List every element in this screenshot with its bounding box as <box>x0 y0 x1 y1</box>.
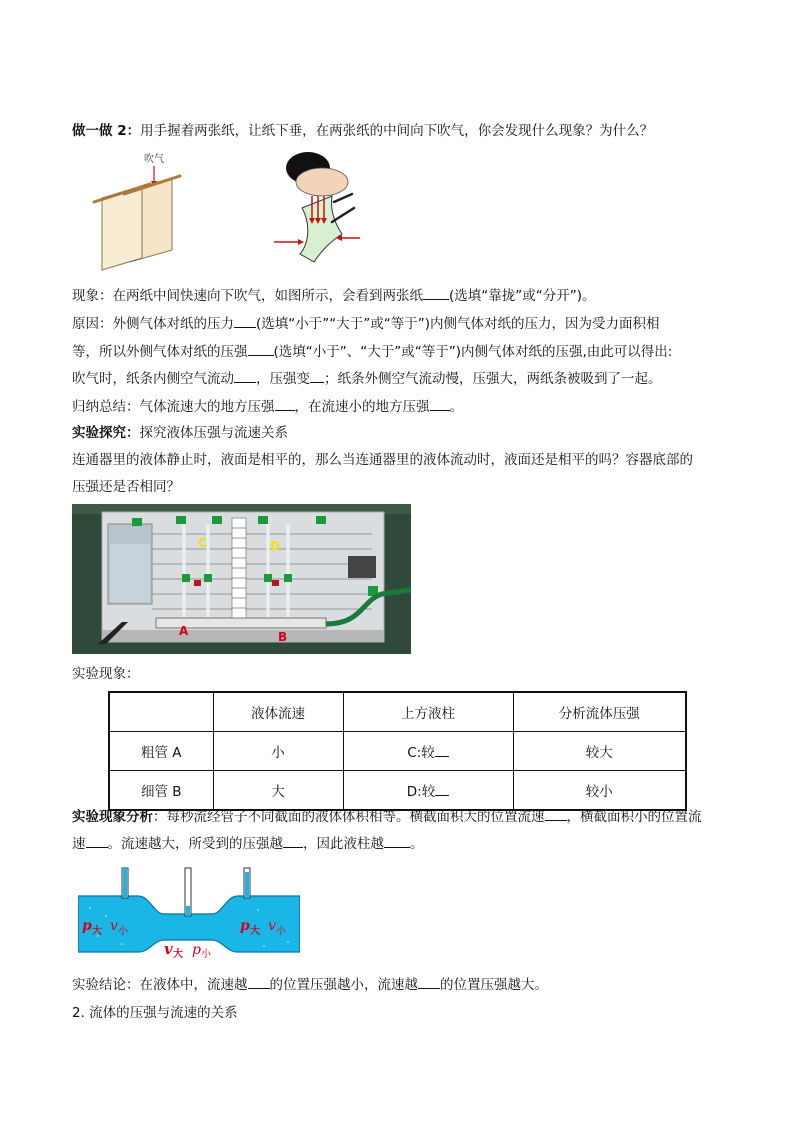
label-big-right: 大 <box>250 926 260 937</box>
table-header-row <box>109 692 686 732</box>
activity-2-text: 用手握着两张纸，让纸下垂，在两张纸的中间向下吹气，你会发现什么现象？为什么？ <box>140 123 654 139</box>
label-small-left: 小 <box>118 926 128 937</box>
table-header <box>109 692 213 732</box>
answer-blank[interactable] <box>435 742 449 757</box>
label-small-mid: 小 <box>201 949 211 958</box>
answer-blank[interactable] <box>435 781 449 796</box>
label-big-left: 大 <box>92 926 102 937</box>
label-small-right: 小 <box>276 926 286 937</box>
label-p-mid: p <box>192 942 201 958</box>
label-big-mid: 大 <box>173 949 183 958</box>
activity-2-prompt <box>72 121 653 141</box>
photo-label-a: A <box>179 624 189 638</box>
reason-line-3: 吹气时，纸条内侧空气流动 ，压强变 ；纸条外侧空气流动慢，压强大，两纸条被吸到了一起。 <box>72 368 662 389</box>
analysis-line-2: 速 。流速越大，所受到的压强越 ，因此液柱越 。 <box>72 833 424 854</box>
answer-blank[interactable] <box>545 806 567 821</box>
answer-blank[interactable] <box>248 974 270 989</box>
observation-label: 实验现象： <box>72 666 140 682</box>
label-v-left: v <box>110 918 118 934</box>
answer-blank[interactable] <box>418 974 440 989</box>
activity-2-label: 做一做 2： <box>72 123 141 139</box>
answer-blank[interactable] <box>430 396 450 411</box>
answer-blank[interactable] <box>283 833 303 848</box>
photo-label-d: D <box>270 539 280 553</box>
answer-blank[interactable] <box>423 285 449 300</box>
reason-line-2: 等，所以外侧气体对纸的压强 (选填“小于”、“大于”或“等于”)内侧气体对纸的压强,由此可以得出: <box>72 341 672 362</box>
experiment-question-2: 压强还是否相同？ <box>72 479 180 495</box>
conclusion-line: 实验结论：在液体中，流速越 的位置压强越小，流速越 的位置压强越大。 <box>72 974 548 995</box>
answer-blank[interactable] <box>234 368 256 383</box>
table-row: 细管 B 大 D:较 较小 <box>109 771 686 811</box>
experiment-photo <box>72 504 411 654</box>
face <box>296 168 348 196</box>
results-table <box>108 691 687 811</box>
answer-blank[interactable] <box>86 833 108 848</box>
paper-curled <box>300 196 342 262</box>
answer-blank[interactable] <box>275 396 295 411</box>
blow-caption: 吹气 <box>144 154 164 165</box>
label-v-right: v <box>268 918 276 934</box>
photo-label-c: C <box>198 536 207 550</box>
analysis-line-1: 实验现象分析：每秒流经管子不同截面的液体体积相等。横截面积大的位置流速 ，横截面积小的位置流 <box>72 806 702 827</box>
person-blowing-figure <box>270 150 370 278</box>
table-header: 分析流体压强 <box>513 692 686 732</box>
answer-blank[interactable] <box>248 341 274 356</box>
summary-line: 归纳总结：气体流速大的地方压强 ，在流速小的地方压强 。 <box>72 396 463 417</box>
table-header: 液体流速 <box>213 692 343 732</box>
table-header: 上方液柱 <box>343 692 513 732</box>
label-v-mid: v <box>164 940 173 958</box>
section-2-heading: 2. 流体的压强与流速的关系 <box>72 1005 238 1021</box>
label-p-left: p <box>82 918 92 934</box>
label-p-right: p <box>240 918 250 934</box>
photo-label-b: B <box>278 630 288 644</box>
reason-line-1: 原因：外侧气体对纸的压力 (选填“小于”“大于”或“等于”)内侧气体对纸的压力，因为受力面积相 <box>72 313 660 334</box>
answer-blank[interactable] <box>310 368 324 383</box>
answer-blank[interactable] <box>234 313 256 328</box>
pipe-flow-figure <box>78 866 300 958</box>
experiment-title: 实验探究：探究液体压强与流速关系 <box>72 425 288 441</box>
two-papers-figure <box>80 150 190 272</box>
table-row: 粗管 A 小 C:较 较大 <box>109 732 686 771</box>
answer-blank[interactable] <box>384 833 410 848</box>
experiment-question-1: 连通器里的液体静止时，液面是相平的，那么当连通器里的液体流动时，液面还是相平的吗？容器底部的 <box>72 452 693 468</box>
phenomenon-line: 现象：在两纸中间快速向下吹气，如图所示，会看到两张纸 (选填“靠拢”或“分开”)。 <box>72 285 596 306</box>
